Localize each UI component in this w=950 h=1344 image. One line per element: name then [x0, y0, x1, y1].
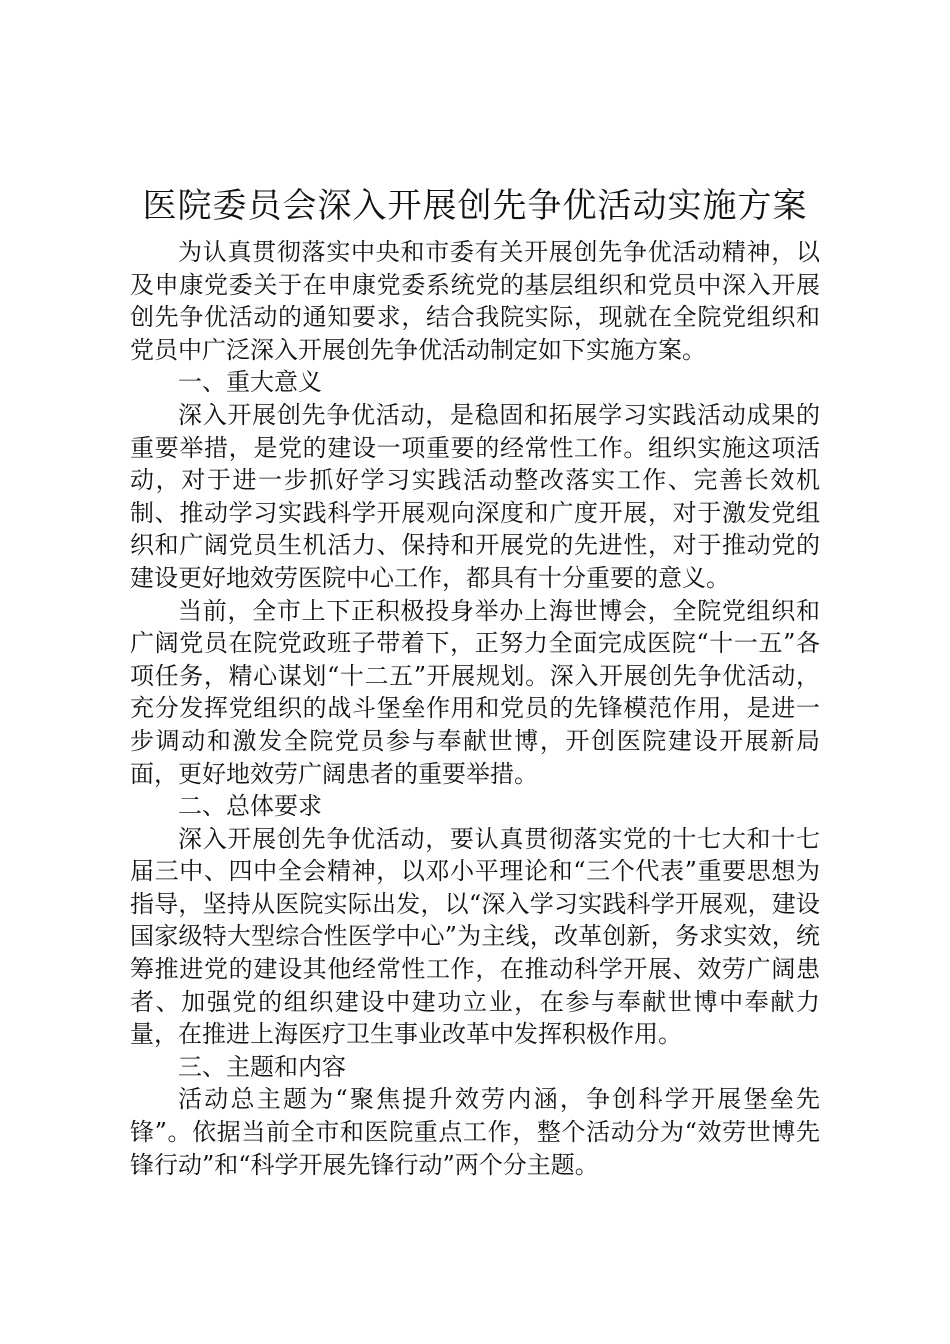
section-heading-requirements: 二、总体要求 — [178, 792, 322, 821]
section-heading-theme: 三、主题和内容 — [178, 1052, 346, 1081]
requirements-paragraph-1: 深入开展创先争优活动，要认真贯彻落实党的十七大和十七届三中、四中全会精神，以邓小平理论和“三个代表”重要思想为指导，坚持从医院实际出发，以“深入学习实践科学开展观，建设国家级特大型综合性医学中心”为主线，改革创新，务求实效，统筹推进党的建设其他经常性工作，在推动科学开展、效劳广阔患者、加强党的组织建设中建功立业，在参与奉献世博中奉献力量，在推进上海医疗卫生事业改革中发挥积极作用。 — [130, 824, 820, 1049]
significance-paragraph-1: 深入开展创先争优活动，是稳固和拓展学习实践活动成果的重要举措，是党的建设一项重要的经常性工作。组织实施这项活动，对于进一步抓好学习实践活动整改落实工作、完善长效机制、推动学习实践科学开展观向深度和广度开展，对于激发党组织和广阔党员生机活力、保持和开展党的先进性，对于推动党的建设更好地效劳医院中心工作，都具有十分重要的意义。 — [130, 400, 820, 592]
significance-paragraph-2: 当前，全市上下正积极投身举办上海世博会，全院党组织和广阔党员在院党政班子带着下，正努力全面完成医院“十一五”各项任务，精心谋划“十二五”开展规划。深入开展创先争优活动，充分发挥党组织的战斗堡垒作用和党员的先锋模范作用，是进一步调动和激发全院党员参与奉献世博，开创医院建设开展新局面，更好地效劳广阔患者的重要举措。 — [130, 596, 820, 788]
section-heading-significance: 一、重大意义 — [178, 368, 322, 397]
document-title: 医院委员会深入开展创先争优活动实施方案 — [142, 186, 808, 226]
intro-paragraph: 为认真贯彻落实中央和市委有关开展创先争优活动精神，以及申康党委关于在申康党委系统党的基层组织和党员中深入开展创先争优活动的通知要求，结合我院实际，现就在全院党组织和党员中广泛深入开展创先争优活动制定如下实施方案。 — [130, 238, 820, 364]
theme-paragraph-1: 活动总主题为“聚焦提升效劳内涵，争创科学开展堡垒先锋”。依据当前全市和医院重点工作，整个活动分为“效劳世博先锋行动”和“科学开展先锋行动”两个分主题。 — [130, 1085, 820, 1179]
document-page — [130, 182, 820, 1181]
